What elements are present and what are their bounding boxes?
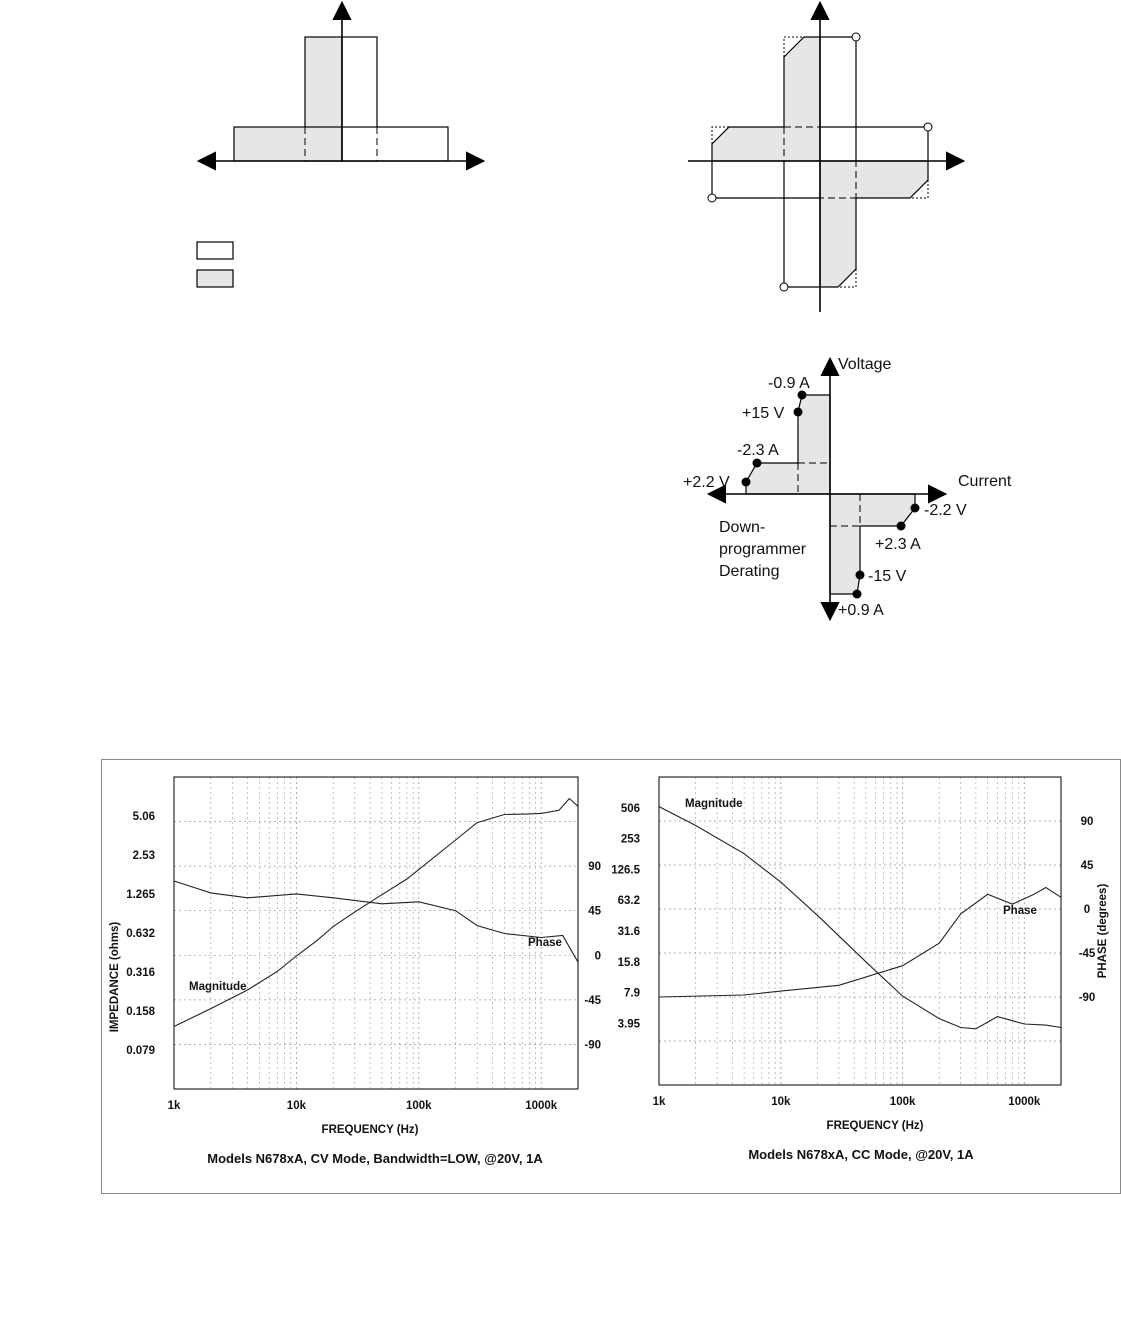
phase-label: Phase [1003,905,1037,917]
impedance-tick-label: 506 [620,802,640,815]
impedance-tick-label: 3.95 [617,1018,640,1031]
frequency-tick-label: 100k [406,1100,432,1112]
impedance-tick-label: 15.8 [617,956,640,969]
impedance-tick-label: 2.53 [132,850,155,862]
impedance-tick-label: 0.079 [126,1045,155,1057]
impedance-tick-label: 63.2 [617,895,640,908]
corner-point [924,123,932,131]
point-pos23a [897,522,906,531]
label-pos15v: +15 V [742,405,785,422]
shaded-area [820,161,928,287]
legend-open-box [197,242,233,259]
quadrant-diagram-left [190,0,510,310]
impedance-tick-label: 126.5 [611,864,640,877]
chart-grid [174,777,578,1089]
impedance-tick-label: 31.6 [617,926,640,938]
frequency-tick-label: 1000k [525,1100,558,1112]
point-pos09a [853,590,862,599]
point-neg15v [856,571,865,580]
label-neg22v: -2.2 V [924,502,967,519]
frequency-tick-label: 10k [771,1096,791,1108]
point-pos22v [742,478,751,487]
impedance-tick-label: 5.06 [132,811,155,823]
quadrant-diagram-right [680,0,980,320]
impedance-tick-label: 0.158 [126,1006,155,1018]
chart-caption: Models N678xA, CC Mode, @20V, 1A [748,1147,974,1162]
series-phase-line [659,888,1061,998]
impedance-tick-labels [126,811,155,1057]
phase-tick-label: 45 [588,905,601,918]
plot-frame [174,777,578,1089]
outline [820,37,856,161]
derating-diagram [680,352,1040,622]
open-area [342,127,448,161]
chart-caption: Models N678xA, CV Mode, Bandwidth=LOW, @20V, 1A [207,1151,543,1166]
frequency-tick-label: 1000k [1008,1096,1041,1108]
cc-impedance-chart [611,759,1121,1189]
frequency-tick-labels [168,1100,558,1112]
phase-tick-label: 0 [594,950,601,963]
y-axis-title: PHASE (degrees) [1097,883,1109,979]
legend-shaded-box [197,270,233,287]
frequency-tick-label: 100k [889,1096,916,1108]
label-neg23a: -2.3 A [737,442,779,459]
magnitude-label: Magnitude [189,981,247,993]
point-neg23a [753,459,762,468]
label-pos22v: +2.2 V [683,474,730,491]
phase-tick-label: -90 [584,1039,601,1052]
series-phase-line [174,881,578,962]
current-axis-label: Current [958,473,1012,490]
x-axis-title: FREQUENCY (Hz) [321,1124,419,1136]
plot-frame [659,777,1061,1085]
frequency-tick-label: 1k [167,1100,181,1112]
label-neg15v: -15 V [868,568,907,585]
downprogrammer-label: programmer [719,541,807,558]
phase-tick-label: -45 [584,994,601,1007]
phase-tick-label: 45 [1080,860,1094,872]
phase-tick-label: -45 [1078,948,1096,960]
phase-tick-label: 90 [1080,816,1094,828]
shaded-area [234,127,342,161]
outline [820,127,928,161]
phase-tick-labels [1079,816,1096,1004]
label-pos09a: +0.9 A [838,602,884,619]
frequency-tick-label: 1k [652,1096,666,1108]
phase-tick-labels [584,861,601,1051]
impedance-tick-label: 253 [620,833,640,846]
corner-point [852,33,860,41]
frequency-tick-labels [653,1096,1041,1108]
impedance-tick-label: 7.9 [624,987,640,1000]
y-axis-title: IMPEDANCE (ohms) [109,921,121,1033]
outline [712,161,820,198]
corner-point [780,283,788,291]
impedance-tick-label: 1.265 [126,889,155,901]
impedance-tick-label: 0.316 [126,967,155,979]
phase-tick-label: 90 [588,861,601,874]
downprogrammer-label: Derating [719,563,780,580]
x-axis-title: FREQUENCY (Hz) [826,1120,924,1132]
cv-impedance-chart [101,759,621,1189]
frequency-tick-label: 10k [286,1100,306,1112]
phase-label: Phase [528,937,562,949]
point-pos15v [794,408,803,417]
downprogrammer-label: Down- [719,519,766,536]
point-neg22v [911,504,920,513]
label-neg09a: -0.9 A [768,375,810,392]
outline [784,161,820,287]
voltage-axis-label: Voltage [838,356,892,373]
phase-tick-label: 0 [1083,904,1091,916]
label-pos23a: +2.3 A [875,536,921,553]
phase-tick-label: -90 [1078,992,1096,1004]
magnitude-label: Magnitude [685,798,743,810]
corner-point [708,194,716,202]
impedance-tick-label: 0.632 [126,928,155,940]
chart-grid [659,777,1061,1085]
shaded-area [712,37,820,161]
